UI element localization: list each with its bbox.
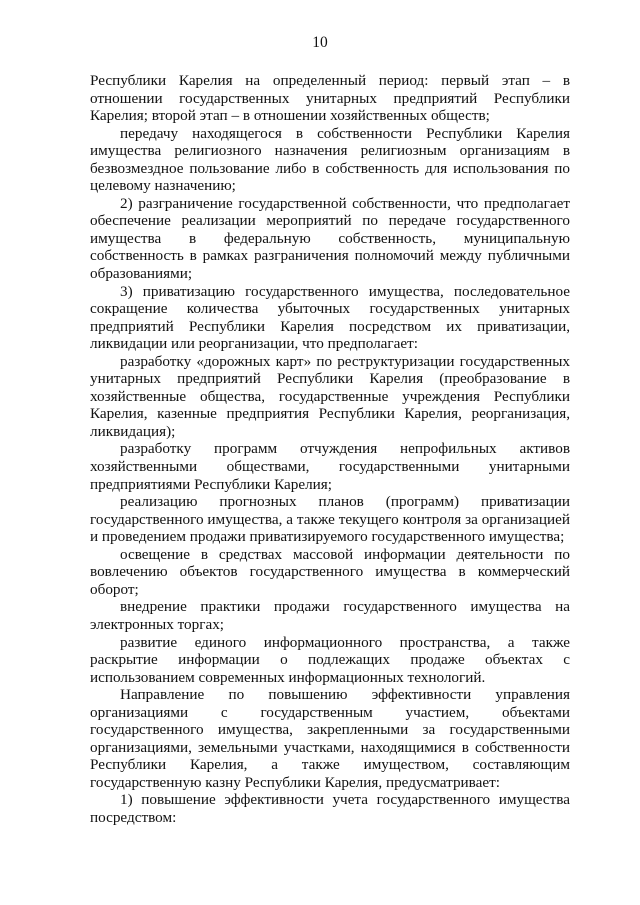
paragraph: разработку «дорожных карт» по реструктуризации государственных унитарных предприятий Республики Карелия (преобразование в хозяйственные общества, государственные учреждения Республики Карелия, казенные предприятия Республики Карелия, реорганизация, ликвидация); — [90, 352, 570, 440]
paragraph: передачу находящегося в собственности Республики Карелия имущества религиозного назначения религиозным организациям в безвозмездное пользование либо в собственность для использования по целевому назначению; — [90, 124, 570, 195]
paragraph: развитие единого информационного пространства, а также раскрытие информации о подлежащих продаже объектах с использованием современных информационных технологий. — [90, 633, 570, 686]
paragraph: освещение в средствах массовой информации деятельности по вовлечению объектов государственного имущества в коммерческий оборот; — [90, 545, 570, 598]
document-body — [90, 72, 570, 827]
paragraph: разработку программ отчуждения непрофильных активов хозяйственными обществами, государственными унитарными предприятиями Республики Карелия; — [90, 440, 570, 493]
paragraph: 1) повышение эффективности учета государственного имущества посредством: — [90, 791, 570, 826]
paragraph: Республики Карелия на определенный период: первый этап – в отношении государственных унитарных предприятий Республики Карелия; второй этап – в отношении хозяйственных обществ; — [90, 72, 570, 125]
paragraph: 2) разграничение государственной собственности, что предполагает обеспечение реализации мероприятий по передаче государственного имущества в федеральную собственность, муниципальную собственность в рамках разграничения полномочий между публичными образованиями; — [90, 194, 570, 283]
page-number: 10 — [312, 34, 328, 51]
paragraph: реализацию прогнозных планов (программ) приватизации государственного имущества, а также текущего контроля за организацией и проведением продажи приватизируемого государственного имущества; — [90, 493, 570, 546]
paragraph: 3) приватизацию государственного имущества, последовательное сокращение количества убыточных государственных унитарных предприятий Республики Карелия посредством их приватизации, ликвидации или реорганизации, что предполагает: — [90, 282, 570, 353]
paragraph: Направление по повышению эффективности управления организациями с государственным участием, объектами государственного имущества, закрепленными за государственными организациями, земельными участками, находящимися в собственности Республики Карелия, а также имуществом, составляющим государственную казну Республики Карелия, предусматривает: — [90, 686, 570, 791]
paragraph: внедрение практики продажи государственного имущества на электронных торгах; — [90, 598, 570, 633]
